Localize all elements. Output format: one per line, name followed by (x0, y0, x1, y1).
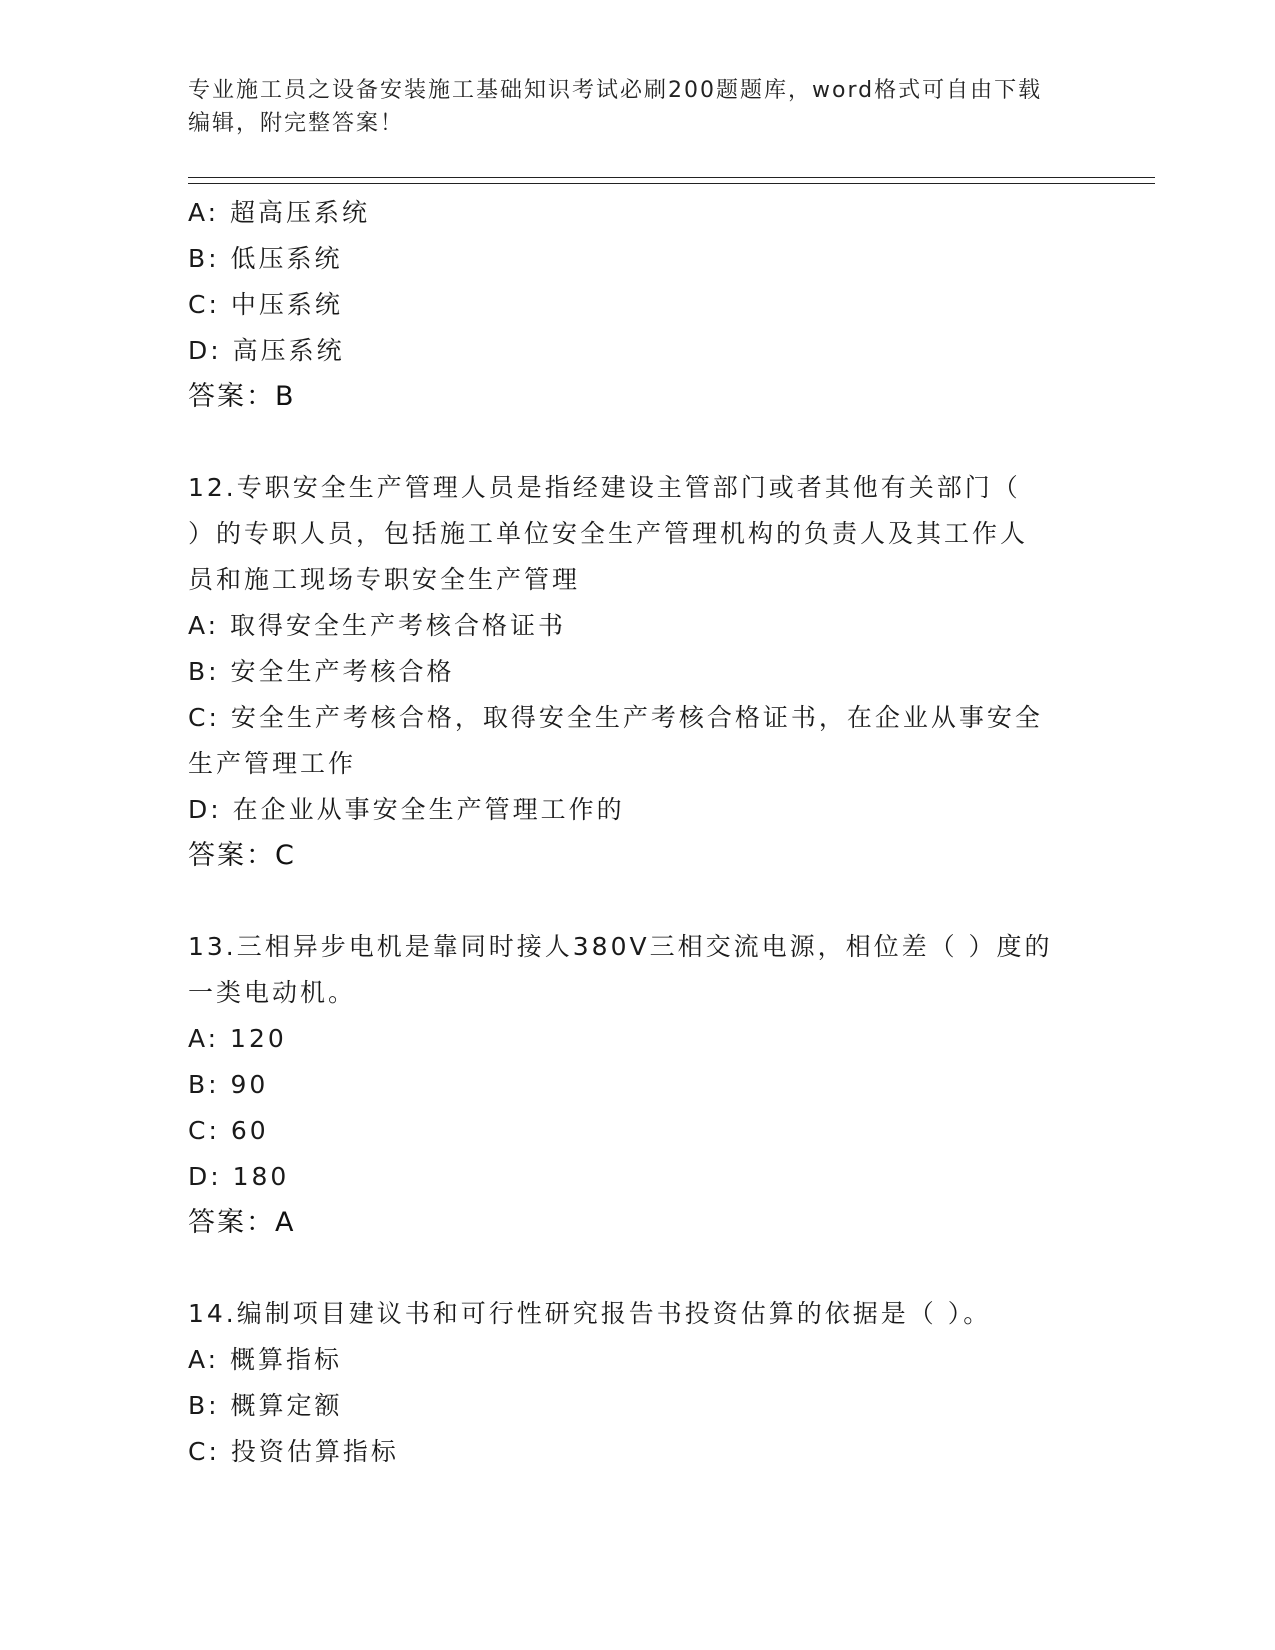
option-b: B: 低压系统 (188, 244, 343, 273)
option-b: B: 安全生产考核合格 (188, 657, 455, 686)
option-c: C: 安全生产考核合格，取得安全生产考核合格证书，在企业从事安全 (188, 703, 1043, 732)
option-a: A: 取得安全生产考核合格证书 (188, 611, 567, 640)
option-d: D: 高压系统 (188, 336, 345, 365)
header-line-2: 编辑，附完整答案！ (188, 111, 405, 136)
question-11 (188, 190, 1088, 420)
option-a: A: 超高压系统 (188, 198, 371, 227)
question-13 (188, 924, 1088, 1246)
document-header (188, 74, 1088, 140)
answer: 答案：A (188, 1207, 296, 1238)
question-stem-line: 14.编制项目建议书和可行性研究报告书投资估算的依据是（ ）。 (188, 1299, 992, 1328)
question-list (188, 190, 1088, 1475)
question-stem-line: 员和施工现场专职安全生产管理 (188, 565, 581, 594)
option-a: A: 概算指标 (188, 1345, 343, 1374)
option-c-continued: 生产管理工作 (188, 749, 357, 778)
question-stem-line: 一类电动机。 (188, 978, 357, 1007)
option-a: A: 120 (188, 1024, 287, 1053)
question-stem-line: 12.专职安全生产管理人员是指经建设主管部门或者其他有关部门（ (188, 473, 1021, 502)
answer: 答案：C (188, 840, 296, 871)
header-line-1: 专业施工员之设备安装施工基础知识考试必刷200题题库，word格式可自由下载 (188, 78, 1043, 103)
question-stem-line: ）的专职人员，包括施工单位安全生产管理机构的负责人及其工作人 (188, 519, 1029, 548)
option-d: D: 180 (188, 1162, 290, 1191)
option-c: C: 中压系统 (188, 290, 343, 319)
question-12 (188, 465, 1088, 879)
option-c: C: 投资估算指标 (188, 1437, 399, 1466)
header-divider-top (188, 177, 1155, 178)
option-d: D: 在企业从事安全生产管理工作的 (188, 795, 625, 824)
question-14 (188, 1291, 1088, 1475)
answer: 答案：B (188, 381, 296, 412)
header-divider-bottom (188, 183, 1155, 184)
option-c: C: 60 (188, 1116, 269, 1145)
option-b: B: 90 (188, 1070, 269, 1099)
option-b: B: 概算定额 (188, 1391, 343, 1420)
question-stem-line: 13.三相异步电机是靠同时接人380V三相交流电源，相位差（ ）度的 (188, 932, 1053, 961)
